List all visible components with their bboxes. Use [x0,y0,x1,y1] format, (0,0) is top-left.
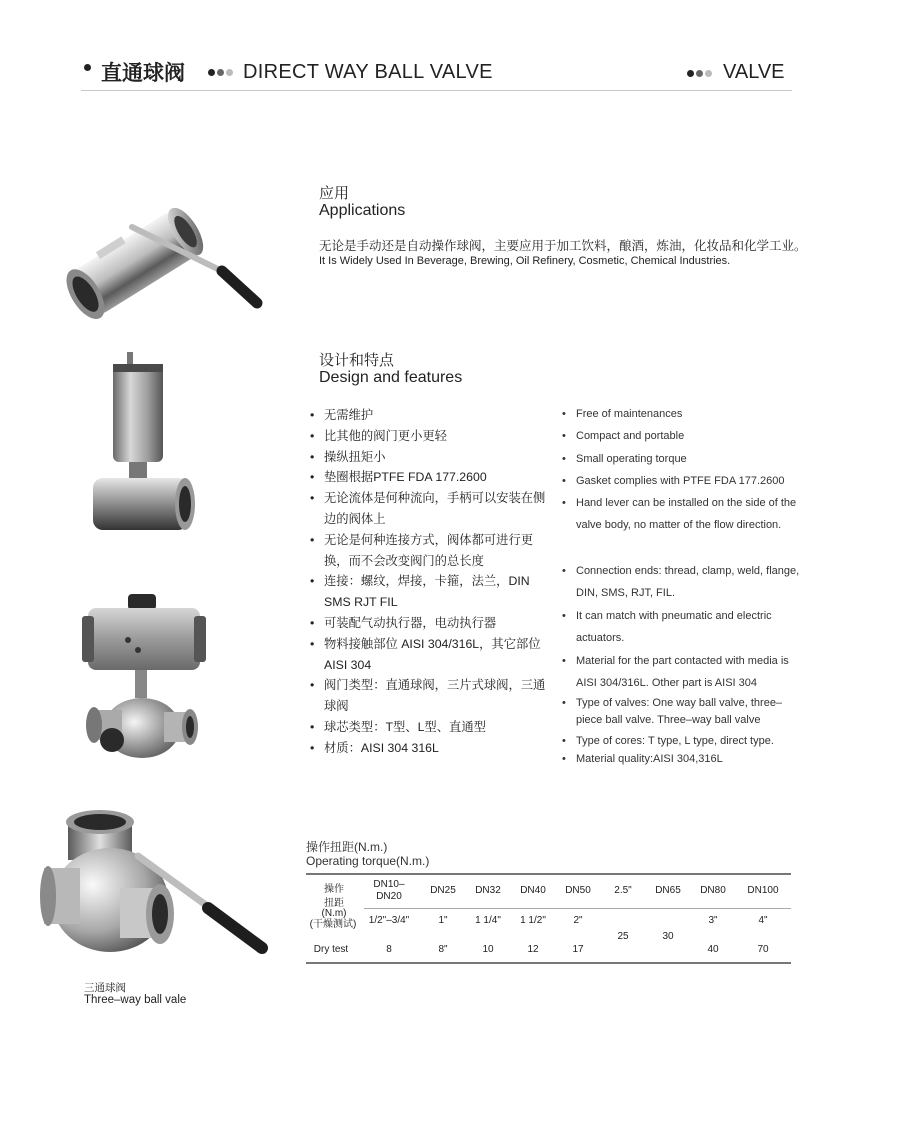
design-heading-cn: 设计和特点 [319,352,395,369]
design-heading-en: Design and features [319,369,463,386]
col-dn: DN65 [655,885,681,896]
col-inch: 1/2"–3/4" [368,915,410,926]
col-inch: 1 1/2" [520,915,546,926]
feature-en: • It can match with pneumatic and electric actuators. [562,605,806,649]
feature-cn: • 连接：螺纹，焊接，卡箍，法兰，DIN SMS RJT FIL [310,571,550,613]
feature-en: • Small operating torque [562,448,806,470]
header-title-en: DIRECT WAY BALL VALVE [243,61,493,83]
feature-cn: • 垫圈根据PTFE FDA 177.2600 [310,467,550,488]
col-dn: DN32 [475,885,501,896]
col-dn: DN10–DN20 [373,879,405,902]
applications-heading-cn: 应用 [319,185,350,202]
col-torque: 17 [572,944,584,955]
feature-cn: • 比其他的阀门更小更轻 [310,426,550,447]
applications-heading-en: Applications [319,202,406,219]
col-torque: 8 [386,944,392,955]
col-dn: DN50 [565,885,591,896]
actuated-three-way-valve-photo [80,590,210,770]
feature-en: • Free of maintenances [562,403,806,425]
applications-text-cn: 无论是手动还是自动操作球阀，主要应用于加工饮料，酿酒，炼油，化妆品和化学工业。 [319,239,807,253]
feature-en: • Type of valves: One way ball valve, three–piece ball valve. Three–way ball valve [562,695,806,729]
photo-caption-cn: 三通球阀 [84,982,126,994]
row-header-note: (干燥测试) [309,919,357,930]
feature-en: • Connection ends: thread, clamp, weld, flange, DIN, SMS, RJT, FIL. [562,560,806,604]
col-dn: DN80 [700,885,726,896]
three-way-ball-valve-photo [40,808,270,968]
feature-cn: • 操纵扭矩小 [310,447,550,468]
col-torque: 70 [757,944,769,955]
feature-cn: • 物料接触部位 AISI 304/316L，其它部位 AISI 304 [310,634,550,676]
feature-cn: • 球芯类型：T型、L型、直通型 [310,717,550,738]
feature-cn: • 可装配气动执行器，电动执行器 [310,613,550,634]
pneumatic-ball-valve-photo [85,350,200,545]
manual-ball-valve-photo [52,185,272,320]
col-torque: 25 [617,931,629,942]
col-inch: 1 1/4" [475,915,501,926]
feature-cn: • 无需维护 [310,405,550,426]
col-inch: 1" [438,915,448,926]
features-list-cn [310,405,550,759]
col-dn: 2.5" [614,885,632,896]
row-header-en: Dry test [313,944,349,955]
col-torque: 12 [527,944,539,955]
photo-caption-en: Three–way ball vale [84,994,187,1006]
header-dots-divider [208,69,233,76]
feature-en: • Gasket complies with PTFE FDA 177.2600 [562,470,806,492]
row-header-unit: (N.m) [321,908,347,919]
torque-title-cn: 操作扭距(N.m.) [306,840,388,854]
torque-table-bottom-rule [306,962,791,964]
feature-en: • Type of cores: T type, L type, direct type. [562,733,806,749]
feature-cn: • 无论是何种连接方式，阀体都可进行更换，而不会改变阀门的总长度 [310,530,550,572]
torque-table-header-rule [364,908,791,909]
row-header-cn-2: 扭距 [324,898,344,909]
col-dn: DN40 [520,885,546,896]
feature-cn: • 无论流体是何种流向，手柄可以安装在侧边的阀体上 [310,488,550,530]
header-title-cn: 直通球阀 [101,62,185,85]
col-torque: 8" [438,944,448,955]
col-torque: 10 [482,944,494,955]
torque-table-top-rule [306,873,791,875]
row-header-cn-1: 操作 [324,884,344,895]
col-inch: 4" [758,915,768,926]
feature-en: • Material quality:AISI 304,316L [562,751,806,767]
feature-en: • Hand lever can be installed on the side of the valve body, no matter of the flow direction. [562,492,806,536]
header-bullet [84,64,91,71]
header-divider [81,90,792,91]
torque-title-en: Operating torque(N.m.) [306,854,430,868]
col-dn: DN25 [430,885,456,896]
col-torque: 30 [662,931,674,942]
col-inch: 2" [573,915,583,926]
col-torque: 40 [707,944,719,955]
feature-en: • Material for the part contacted with media is AISI 304/316L. Other part is AISI 304 [562,650,806,694]
feature-cn: • 阀门类型：直通球阀，三片式球阀，三通球阀 [310,675,550,717]
feature-en: • Compact and portable [562,425,806,447]
col-dn: DN100 [747,885,779,896]
applications-text-en: It Is Widely Used In Beverage, Brewing, Oil Refinery, Cosmetic, Chemical Industries. [319,255,731,267]
col-inch: 3" [708,915,718,926]
header-category: VALVE [723,61,785,83]
feature-cn: • 材质：AISI 304 316L [310,738,550,759]
category-dots [687,70,712,77]
